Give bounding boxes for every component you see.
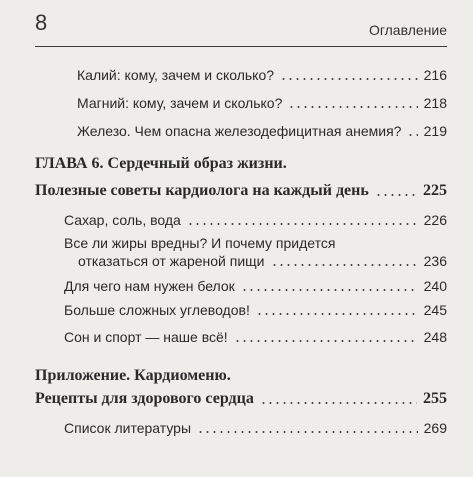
- toc-section-page: 255: [423, 390, 447, 407]
- dot-leader: [241, 289, 418, 291]
- dot-leader: [375, 194, 417, 196]
- toc-section: [35, 390, 447, 408]
- toc-entry-page: 240: [423, 278, 447, 294]
- toc-section-label: Полезные советы кардиолога на каждый день: [35, 182, 369, 199]
- toc-entry-page: 218: [423, 95, 447, 111]
- toc-entry: [77, 122, 447, 140]
- toc-entry-label: Для чего нам нужен белок: [64, 278, 235, 294]
- toc-entry-page: 216: [423, 67, 447, 83]
- toc-entry-label: Список литературы: [64, 420, 192, 436]
- toc-entry-page: 219: [423, 123, 447, 139]
- dot-leader: [280, 78, 418, 80]
- toc-entry: [77, 94, 447, 112]
- chapter-heading: ГЛАВА 6. Сердечный образ жизни.: [35, 155, 287, 172]
- dot-leader: [187, 223, 418, 225]
- toc-section-page: 225: [423, 182, 447, 199]
- toc-entry-label: Больше сложных углеводов!: [64, 302, 250, 318]
- toc-entry-label-line1: Все ли жиры вредны? И почему придется: [64, 235, 336, 251]
- toc-entry-page: 269: [423, 420, 447, 436]
- dot-leader: [288, 106, 417, 108]
- toc-entry: [64, 419, 447, 437]
- toc-entry-page: 236: [423, 253, 447, 269]
- toc-entry-page: 226: [423, 212, 447, 228]
- toc-entry-page: 245: [423, 302, 447, 318]
- toc-entry: [64, 211, 447, 229]
- page-number: 8: [35, 10, 48, 35]
- toc-entry-label: Калий: кому, зачем и сколько?: [77, 67, 275, 83]
- toc-entry-page: 248: [423, 329, 447, 345]
- dot-leader: [271, 264, 418, 266]
- toc-entry: [64, 277, 447, 295]
- toc-section-label: Рецепты для здорового сердца: [35, 390, 254, 407]
- toc-entry-label: Магний: кому, зачем и сколько?: [77, 95, 283, 111]
- toc-entry-label: Сон и спорт — наше всё!: [64, 329, 228, 345]
- running-header-title: Оглавление: [368, 22, 447, 38]
- toc-entry-label: Железо. Чем опасна железодефицитная анемия?: [77, 123, 402, 139]
- toc-entry-multiline: [64, 234, 447, 270]
- toc-entry-label-line2: отказаться от жареной пищи: [78, 253, 265, 269]
- toc-entry-label: Сахар, соль, вода: [64, 212, 181, 228]
- dot-leader: [407, 134, 417, 136]
- appendix-heading: Приложение. Кардиоменю.: [35, 367, 231, 384]
- dot-leader: [260, 402, 417, 404]
- toc-entry: [64, 328, 447, 346]
- toc-entry: [64, 301, 447, 319]
- dot-leader: [234, 340, 418, 342]
- header-rule: [35, 46, 447, 47]
- toc-section: [35, 182, 447, 200]
- dot-leader: [197, 431, 418, 433]
- toc-entry: [77, 66, 447, 84]
- dot-leader: [256, 313, 418, 315]
